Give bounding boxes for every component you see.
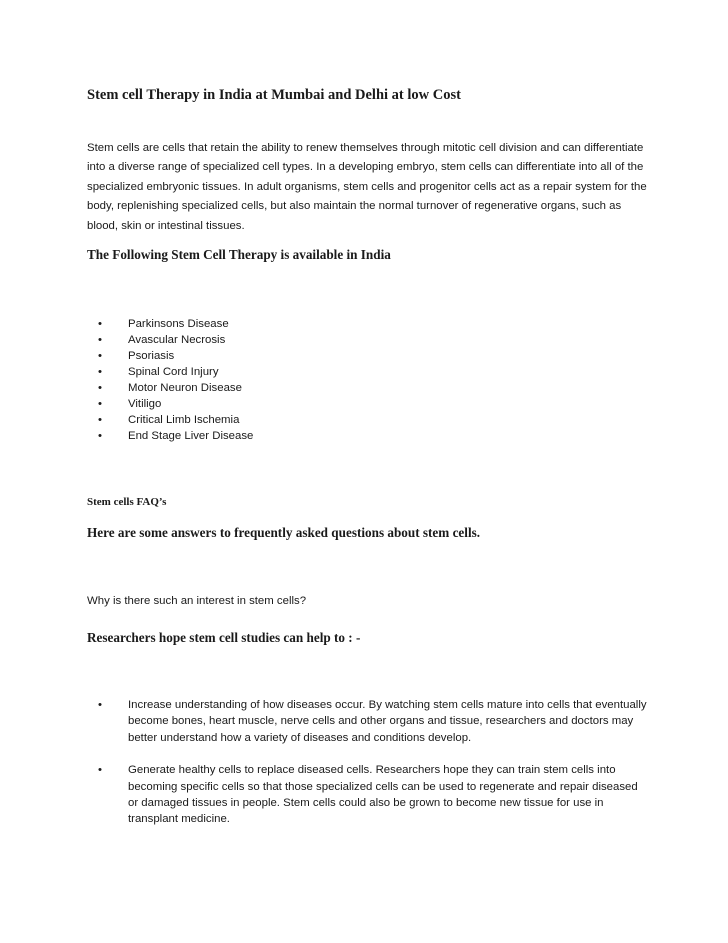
hope-list [87, 697, 647, 828]
list-item-text: Psoriasis [128, 350, 175, 362]
intro-paragraph: Stem cells are cells that retain the ability to renew themselves through mitotic cell division and can differentiate into a diverse range of specialized cell types. In a developing embryo, stem cells can differentiate into all of the specialized embryonic tissues. In adult organisms, stem cells and progenitor cells act as a repair system for the body, replenishing specialized cells, but also maintain the normal turnover of regenerative organs, such as blood, skin or intestinal tissues. [87, 142, 647, 232]
bullet-icon: • [98, 414, 102, 426]
list-item-text: End Stage Liver Disease [128, 430, 254, 442]
list-item [87, 332, 253, 348]
list-item [87, 412, 253, 428]
bullet-icon: • [98, 764, 102, 777]
list-item-text: Critical Limb Ischemia [128, 414, 240, 426]
list-item [87, 428, 253, 444]
bullet-icon: • [98, 366, 102, 378]
bullet-icon: • [98, 430, 102, 442]
list-item [87, 762, 647, 828]
list-item-text: Vitiligo [128, 398, 162, 410]
therapy-heading: The Following Stem Cell Therapy is available in India [87, 247, 391, 262]
list-item [87, 348, 253, 364]
list-item [87, 364, 253, 380]
faq-heading: Here are some answers to frequently asked questions about stem cells. [87, 525, 481, 540]
therapy-list [87, 316, 253, 444]
list-item-text: Increase understanding of how diseases occur. By watching stem cells mature into cells that eventually become bones, heart muscle, nerve cells and other organs and tissue, researchers and doctors may better understand how a variety of diseases and conditions develop. [128, 699, 647, 744]
list-item-text: Avascular Necrosis [128, 334, 226, 346]
list-item-text: Generate healthy cells to replace diseased cells. Researchers hope they can train stem cells into becoming specific cells so that those specialized cells can be used to regenerate and repair diseased or damaged tissues in people. Stem cells could also be grown to become new tissue for use in transplant medicine. [128, 764, 638, 826]
list-item-text: Parkinsons Disease [128, 318, 229, 330]
list-item [87, 316, 253, 332]
bullet-icon: • [98, 350, 102, 362]
bullet-icon: • [98, 334, 102, 346]
hope-heading: Researchers hope stem cell studies can help to : - [87, 630, 361, 645]
list-item [87, 396, 253, 412]
bullet-icon: • [98, 382, 102, 394]
faq-label: Stem cells FAQ’s [87, 496, 167, 508]
bullet-icon: • [98, 318, 102, 330]
faq-question: Why is there such an interest in stem cells? [87, 595, 307, 607]
list-item-text: Spinal Cord Injury [128, 366, 219, 378]
list-item [87, 697, 647, 746]
bullet-icon: • [98, 699, 102, 711]
list-item [87, 380, 253, 396]
bullet-icon: • [98, 398, 102, 410]
list-item-text: Motor Neuron Disease [128, 382, 242, 394]
document-title: Stem cell Therapy in India at Mumbai and Delhi at low Cost [87, 87, 461, 103]
